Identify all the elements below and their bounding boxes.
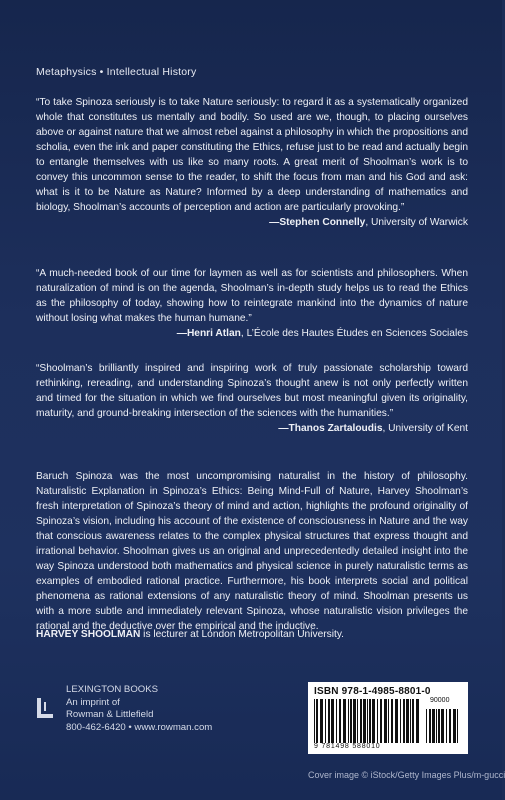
quote-author: —Henri Atlan bbox=[176, 328, 241, 339]
category-label: Metaphysics • Intellectual History bbox=[36, 66, 197, 78]
barcode-stripe bbox=[432, 709, 435, 743]
barcode-stripe bbox=[453, 709, 456, 743]
barcode-stripe bbox=[363, 699, 366, 743]
barcode-stripe bbox=[388, 699, 389, 743]
quote-affiliation: , University of Warwick bbox=[365, 217, 468, 228]
barcode-stripe bbox=[438, 709, 440, 743]
barcode-stripe bbox=[380, 699, 382, 743]
barcode-stripe bbox=[331, 699, 334, 743]
endorsement-quote-1 bbox=[36, 95, 468, 230]
barcode-stripe bbox=[377, 699, 378, 743]
barcode-bars bbox=[314, 699, 422, 743]
quote-attribution bbox=[36, 215, 468, 230]
barcode-stripe bbox=[325, 699, 326, 743]
barcode-stripe bbox=[316, 699, 318, 743]
barcode-stripe bbox=[429, 709, 431, 743]
endorsement-quote-3 bbox=[36, 361, 468, 436]
barcode-stripe bbox=[449, 709, 451, 743]
barcode-stripe bbox=[426, 709, 427, 743]
barcode-stripe bbox=[320, 699, 323, 743]
barcode-box bbox=[308, 682, 468, 754]
barcode-stripe bbox=[384, 699, 387, 743]
publisher-name: LEXINGTON BOOKS bbox=[66, 684, 159, 695]
publisher-info bbox=[66, 684, 212, 734]
barcode-stripe bbox=[406, 699, 409, 743]
quote-author: —Thanos Zartaloudis bbox=[278, 423, 383, 434]
quote-author: —Stephen Connelly bbox=[269, 217, 366, 228]
quote-attribution bbox=[36, 421, 468, 436]
barcode-addon-bars bbox=[426, 709, 462, 743]
quote-text: “Shoolman’s brilliantly inspired and inspiring work of truly passionate scholarship toward rethinking, rereading, and understanding Spinoza’s thought anew is not only perfectly written and timed for the situation in which we find ourselves but most meaningful given its originality, maturity, and ground-breaking intersection of the sciences with the humanities.” bbox=[36, 363, 468, 419]
publisher-parent: Rowman & Littlefield bbox=[66, 709, 154, 720]
barcode-stripe bbox=[403, 699, 405, 743]
quote-attribution bbox=[36, 326, 468, 341]
barcode-stripe bbox=[314, 699, 315, 743]
author-bio-text: is lecturer at London Metropolitan University. bbox=[140, 629, 344, 640]
barcode-stripe bbox=[410, 699, 411, 743]
barcode-digits: 9 781498 588010 bbox=[314, 743, 381, 750]
cover-image-credit: Cover image © iStock/Getty Images Plus/m-gucci bbox=[308, 770, 505, 780]
barcode-stripe bbox=[436, 709, 437, 743]
barcode-stripe bbox=[412, 699, 414, 743]
barcode-stripe bbox=[441, 709, 444, 743]
book-description: Baruch Spinoza was the most uncompromising naturalist in the history of philosophy. Naturalistic Explanation in Spinoza’s Ethics: Being Mind-Full of Nature, Harvey Shoolman’s fresh interpretation of Spinoza’s theory of mind and action, highlights the profound originality of Spinoza’s vision, including his account of the existence of consciousness in Nature and the way that conscious awareness relates to the complex physical structures that express thought and irrational behavior. Shoolman gives us an original and unprecedentedly detailed insight into the way Spinoza understood both mathematics and physical science in purely naturalistic terms as examples of embodied rational practice. Furthermore, his book interprets social and political phenomena as rational extensions of any naturalistic theory of mind. Shoolman presents us with a more subtle and immediately relevant Spinoza, whose naturalistic vision privileges the rational and the deductive over the empirical and the inductive. bbox=[36, 471, 468, 632]
barcode-stripe bbox=[391, 699, 393, 743]
barcode-stripe bbox=[369, 699, 371, 743]
quote-text: “To take Spinoza seriously is to take Nature seriously: to regard it as a systematically organized whole that constitutes us mentally and bodily. So used are we, though, to placing ourselves above or against nature that we almost rebel against a philosophy in which the propositions and scholia, even the ink and paper constituting the Ethics, refuse just to be read and actually begin to entangle themselves with us like so many roots. A great merit of Shoolman’s work is to convey this uncommon sense to the reader, to shift the focus from man and his God and ask: what is it to be Nature as Nature? Informed by a deep understanding of mathematics and biology, Shoolman’s accounts of perception and action are particularly provoking.” bbox=[36, 97, 468, 213]
barcode-stripe bbox=[357, 699, 358, 743]
endorsement-quote-2 bbox=[36, 266, 468, 341]
barcode-stripe bbox=[372, 699, 375, 743]
quote-text: “A much-needed book of our time for laymen as well as for scientists and philosophers. When naturalization of mind is on the agenda, Shoolman’s in-depth study helps us to read the Ethics as the philosophy of today, showing how to reintegrate mankind into the dynamics of nature without losing what makes the human humane.” bbox=[36, 268, 468, 324]
barcode-stripe bbox=[348, 699, 349, 743]
barcode-stripe bbox=[457, 709, 458, 743]
barcode-stripe bbox=[367, 699, 368, 743]
quote-affiliation: , University of Kent bbox=[382, 423, 468, 434]
barcode-stripe bbox=[328, 699, 330, 743]
publisher-imprint: An imprint of bbox=[66, 696, 120, 708]
barcode-stripe bbox=[339, 699, 341, 743]
lexington-logo-icon bbox=[36, 697, 54, 719]
barcode-stripe bbox=[350, 699, 352, 743]
barcode-stripe bbox=[446, 709, 447, 743]
barcode-stripe bbox=[400, 699, 401, 743]
barcode-stripe bbox=[416, 699, 419, 743]
barcode-stripe bbox=[353, 699, 356, 743]
author-bio bbox=[36, 627, 468, 642]
barcode-stripe bbox=[360, 699, 362, 743]
barcode-addon-number: 90000 bbox=[430, 697, 450, 704]
barcode-stripe bbox=[343, 699, 346, 743]
barcode-stripe bbox=[336, 699, 337, 743]
barcode-stripe bbox=[395, 699, 398, 743]
publisher-contact: 800-462-6420 • www.rowman.com bbox=[66, 721, 213, 733]
author-name: HARVEY SHOOLMAN bbox=[36, 629, 141, 640]
quote-affiliation: , L’École des Hautes Études en Sciences Sociales bbox=[240, 328, 468, 339]
isbn-label: ISBN 978-1-4985-8801-0 bbox=[314, 686, 431, 697]
